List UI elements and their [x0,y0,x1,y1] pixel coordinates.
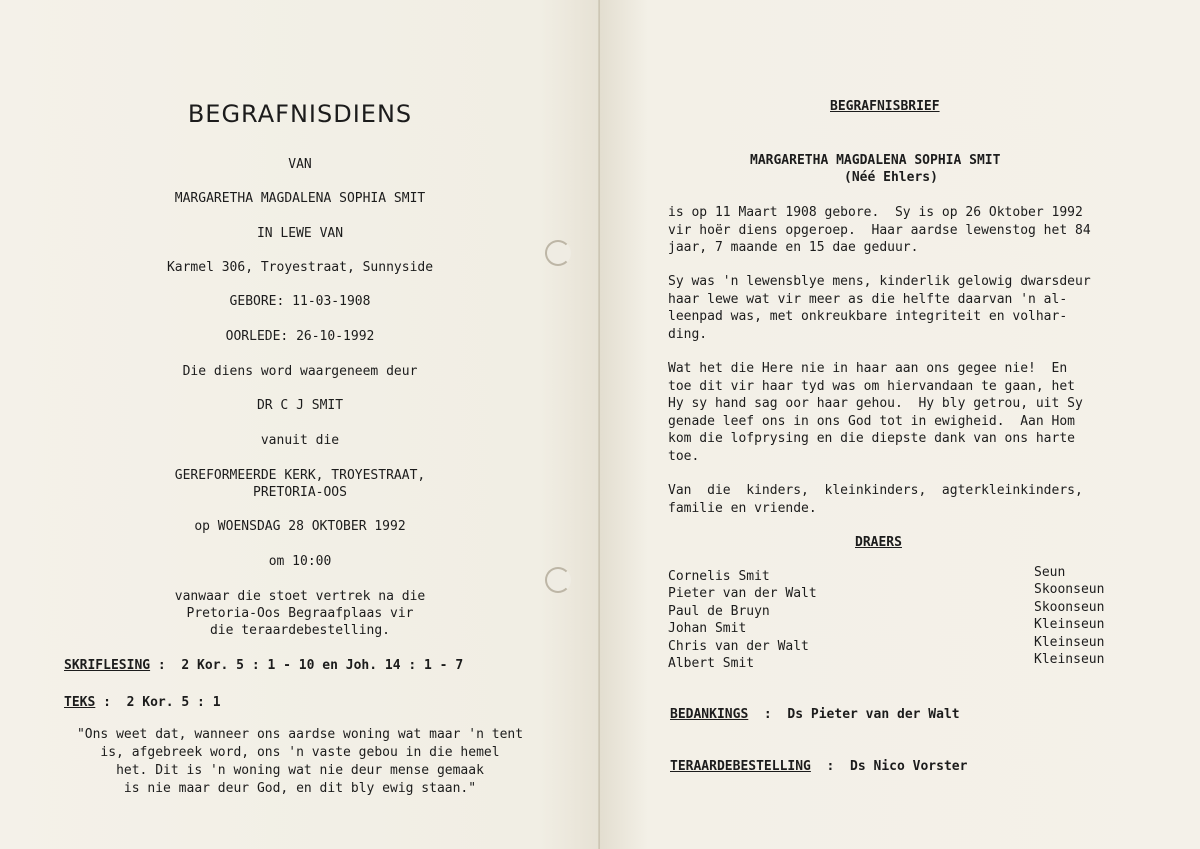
bedankings-row [670,706,960,723]
maiden-name: (Néé Ehlers) [844,170,938,185]
paragraph-line: kom die lofprysing en die diepste dank van ons harte [668,431,1075,446]
address: Karmel 306, Troyestraat, Sunnyside [166,260,434,275]
quote-line-2: is, afgebreek word, ons 'n vaste gebou in die hemel [100,745,500,760]
draer-name: Cornelis Smit [668,569,770,584]
deceased-name: MARGARETHA MAGDALENA SOPHIA SMIT [174,191,426,206]
departure-line-1: vanwaar die stoet vertrek na die [174,589,426,604]
paragraph-line: ding. [668,326,708,342]
teraardebestelling-value: : Ds Nico Vorster [810,759,968,774]
paragraph-line: haar lewe wat vir meer as die helfte daarvan 'n al- [668,291,1068,307]
paragraph-line: genade leef ons in ons God tot in ewigheid. Aan Hom [668,413,1075,429]
paragraph-line: vir hoër diens opgeroep. Haar aardse lewenstog het 84 [668,222,1091,238]
paragraph-line: Sy was 'n lewensblye mens, kinderlik gelowig dwarsdeur [668,274,1091,289]
list-item [668,652,1140,673]
brief-deceased-name: MARGARETHA MAGDALENA SOPHIA SMIT [750,153,1001,168]
bedankings-value: : Ds Pieter van der Walt [748,707,960,722]
draer-name: Paul de Bruyn [668,603,770,619]
bedankings-label: BEDANKINGS [670,707,749,722]
teks-row [64,694,221,711]
paragraph-line: toe. [668,448,700,464]
skriflesing-row [64,657,463,674]
draer-relation: Skoonseun [1034,582,1105,597]
teks-label: TEKS [64,695,96,710]
paragraph-line: Wat het die Here nie in haar aan ons gegee nie! En [668,361,1068,376]
service-time: om 10:00 [268,554,332,569]
draer-name: Albert Smit [668,656,755,671]
begrafnisbrief-heading: BEGRAFNISBRIEF [830,99,940,114]
paragraph-life-dates [668,204,1128,257]
quote-line-3: het. Dit is 'n woning wat nie deur mense gemaak [116,763,484,778]
teraardebestelling-label: TERAARDEBESTELLING [670,759,811,774]
teraardebestelling-row [670,758,967,775]
in-lewe-van-label: IN LEWE VAN [256,226,344,241]
punch-hole-lower [545,567,571,593]
draer-relation: Kleinseun [1034,634,1105,650]
van-label: VAN [288,157,312,172]
service-date: op WOENSDAG 28 OKTOBER 1992 [194,519,406,534]
draer-relation: Skoonseun [1034,599,1105,615]
draer-relation: Kleinseun [1034,652,1105,667]
draer-relation: Seun [1034,565,1066,580]
skriflesing-label: SKRIFLESING [64,658,151,673]
birth-date: GEBORE: 11-03-1908 [229,294,371,309]
paragraph-line: Hy sy hand sag oor haar gehou. Hy bly getrou, uit Sy [668,396,1083,411]
teks-value: : 2 Kor. 5 : 1 [95,695,221,710]
paragraph-line: is op 11 Maart 1908 gebore. Sy is op 26 Oktober 1992 [668,205,1083,220]
departure-line-2: Pretoria-Oos Begraafplaas vir [186,606,414,621]
draers-list [668,565,1140,673]
vanuit-line: vanuit die [260,433,340,448]
draer-relation: Kleinseun [1034,617,1105,632]
paragraph-faith [668,360,1128,465]
paragraph-line: leenpad was, met onkreukbare integriteit en volhar- [668,309,1068,324]
paragraph-character [668,273,1128,343]
paragraph-family [668,482,1128,517]
church-line-1: GEREFORMEERDE KERK, TROYESTRAAT, [174,468,426,483]
paragraph-line: familie en vriende. [668,500,817,516]
quote-line-4: is nie maar deur God, en dit bly ewig staan." [123,781,477,796]
paragraph-line: toe dit vir haar tyd was om hiervandaan te gaan, het [668,378,1075,394]
skriflesing-value: : 2 Kor. 5 : 1 - 10 en Joh. 14 : 1 - 7 [150,658,464,673]
page-title: BEGRAFNISDIENS [187,100,413,128]
draer-name: Pieter van der Walt [668,586,817,601]
draers-heading: DRAERS [855,535,902,550]
quote-line-1: "Ons weet dat, wanneer ons aardse woning wat maar 'n tent [76,727,524,742]
church-line-2: PRETORIA-OOS [253,485,347,500]
paragraph-line: jaar, 7 maande en 15 dae geduur. [668,240,919,255]
departure-line-3: die teraardebestelling. [209,623,390,638]
draer-name: Johan Smit [668,621,747,636]
death-date: OORLEDE: 26-10-1992 [225,329,375,344]
draer-name: Chris van der Walt [668,638,809,654]
service-line: Die diens word waargeneem deur [182,364,418,379]
minister-name: DR C J SMIT [256,398,344,413]
punch-hole-upper [545,240,571,266]
paragraph-line: Van die kinders, kleinkinders, agterkleinkinders, [668,483,1083,498]
